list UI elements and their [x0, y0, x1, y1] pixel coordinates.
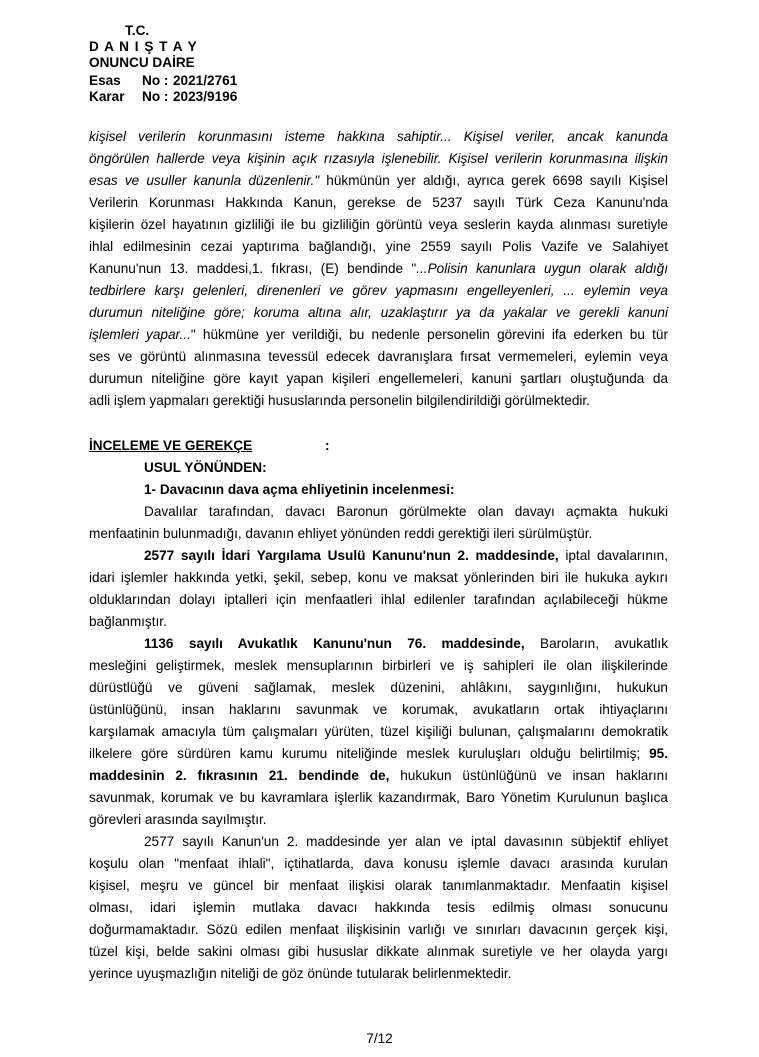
text-line: kişisel, meşru ve güncel bir menfaat ilişkisi olarak tanımlanmaktadır. Menfaatin kişisel [89, 878, 668, 893]
text-span: hukukun üstünlüğünü ve insan haklarını [389, 768, 668, 783]
text-line: ses ve görüntü alınmasına tevessül edecek davranışlara fırsat vermemeleri, eylemin veya [89, 349, 668, 364]
karar-number: 2023/9196 [173, 89, 238, 104]
esas-label: Esas [89, 73, 121, 88]
text-line [89, 258, 668, 280]
text-span: 95. [640, 746, 668, 761]
text-line: Davalılar tarafından, davacı Baronun görülmekte olan davayı açmakta hukuki [144, 504, 668, 519]
text-span: hükmünün yer aldığı, ayrıca gerek 6698 sayılı Kişisel [319, 173, 668, 188]
text-span: esas ve usuller kanunla düzenlenir." [89, 173, 320, 188]
text-span: 2577 sayılı İdari Yargılama Usulü Kanunu'nun 2. maddesinde, [144, 548, 559, 563]
esas-number: 2021/2761 [173, 73, 238, 88]
text-line: olması, idari işlemin mutlaka davacı hakkında tesis edilmiş olması sonucunu [89, 900, 668, 915]
text-line: üstünlüğünü, insan haklarını savunmak ve korumak, avukatların ortak ihtiyaçlarını [89, 702, 668, 717]
section-title-colon: : [325, 438, 330, 453]
text-line: karşılamak amacıyla tüm çalışmaları yürüten, tüzel kişiliği bulunan, çalışmalarını demokratik [89, 724, 668, 739]
text-span: Kanunu'nun 13. maddesi,1. fıkrası, (E) bendinde " [89, 261, 417, 276]
text-line: görevleri arasında sayılmıştır. [89, 812, 267, 827]
text-line: Verilerin Korunması Hakkında Kanun, gerekse de 5237 sayılı Türk Ceza Kanunu'nda [89, 195, 668, 210]
text-span: ...Polisin kanunlara uygun olarak aldığı [416, 261, 668, 276]
text-line [144, 633, 668, 655]
esas-no-label: No : [142, 73, 169, 88]
section-title-text: İNCELEME VE GEREKÇE [89, 438, 253, 453]
text-span: " hükmüne yer verildiği, bu nedenle personelin görevini ifa ederken bu tür [190, 327, 668, 342]
text-line: tedbirlere karşı gelenleri, direnenleri ve görev yapmasını engelleyenleri, ... eylemin veya [89, 283, 668, 298]
text-span: maddesinin 2. fıkrasının 21. bendinde de, [89, 768, 390, 783]
text-line: koşulu olan "menfaat ihlali", içtihatlarda, dava konusu işlemle davacı arasında kurulan [89, 856, 668, 871]
header-chamber: ONUNCU DAİRE [89, 55, 195, 70]
text-line [89, 743, 668, 765]
karar-label: Karar [89, 89, 125, 104]
text-line [89, 765, 668, 787]
text-span: işlemleri yapar... [89, 327, 191, 342]
text-line: yerince uyuşmazlığın niteliği de göz önünde tutularak belirlenmektedir. [89, 966, 512, 981]
text-line: kişisel verilerin korunmasını isteme hakkına sahiptir... Kişisel veriler, ancak kanunda [89, 129, 668, 144]
text-span: ilkelere göre sürdüren kamu kurumu niteliğinde meslek kuruluşları olduğu belirtilmiş; [89, 746, 641, 761]
text-line: ihlal edilmesinin cezai yaptırıma bağlandığı, yine 2559 sayılı Polis Vazife ve Salahiyet [89, 239, 668, 254]
subsection-title: USUL YÖNÜNDEN: [144, 460, 267, 475]
text-line: durumun niteliğine göre; koruma altına alır, uzaklaştırır ya da yakalar ve gerekli kanuni [89, 305, 668, 320]
text-span: 1136 sayılı Avukatlık Kanunu'nun 76. maddesinde, [144, 636, 525, 651]
text-line: tüzel kişi, belde sakini olması gibi hususlar dikkate alınmak suretiyle ve her olayda yargı [89, 944, 668, 959]
text-line: durumun niteliğine göre kayıt yapan kişileri engellemeleri, kanuni şartları oluştuğunda da [89, 371, 668, 386]
page-number: 7/12 [366, 1031, 393, 1046]
text-line [89, 170, 668, 192]
header-tc: T.C. [125, 23, 150, 38]
text-line: idari işlemler hakkında yetki, şekil, sebep, konu ve maksat yönlerinden biri ile hukuka aykırı [89, 570, 668, 585]
karar-no-label: No : [142, 89, 169, 104]
text-line: adli işlem yapmaları gerektiği hususlarında personelin bilgilendirildiği görülmektedir. [89, 393, 590, 408]
text-line: öngörülen hallerde veya kişinin açık rızasıyla işlenebilir. Kişisel verilerin korunmasına ilişkin [89, 151, 668, 166]
text-line [89, 324, 668, 346]
text-line: savunmak, korumak ve bu kavramlara işlerlik kazandırmak, Baro Yönetim Kurulunun başlıca [89, 790, 668, 805]
text-line: bağlanmıştır. [89, 614, 167, 629]
text-line: menfaatinin bulunmadığı, davanın ehliyet yönünden reddi gerektiği ileri sürülmüştür. [89, 526, 593, 541]
text-line: olduklarından dolayı iptalleri için menfaatleri ihlal edilenler tarafından açılabileceği hükme [89, 592, 668, 607]
text-line [144, 545, 668, 567]
item-title: 1- Davacının dava açma ehliyetinin incelenmesi: [144, 482, 455, 497]
text-line: kişilerin özel hayatının gizliliği ile bu gizliliğin görüntü veya seslerin kayda alınması suretiyle [89, 217, 668, 232]
text-line: dürüstlüğü ve güveni sağlamak, meslek düzenini, ahlâkını, saygınlığını, hukukun [89, 680, 668, 695]
header-court: D A N I Ş T A Y [89, 39, 198, 54]
text-line: mesleğini geliştirmek, meslek mensuplarının birbirleri ve iş sahipleri ile olan ilişkilerinde [89, 658, 668, 673]
text-line: 2577 sayılı Kanun'un 2. maddesinde yer alan ve iptal davasının sübjektif ehliyet [144, 834, 668, 849]
text-line: doğurmamaktadır. Sözü edilen menfaat ilişkisinin varlığı ve sınırları davacının gerçek kişi, [89, 922, 668, 937]
text-span: Baroların, avukatlık [524, 636, 669, 651]
text-span: iptal davalarının, [558, 548, 668, 563]
section-title [89, 435, 329, 457]
